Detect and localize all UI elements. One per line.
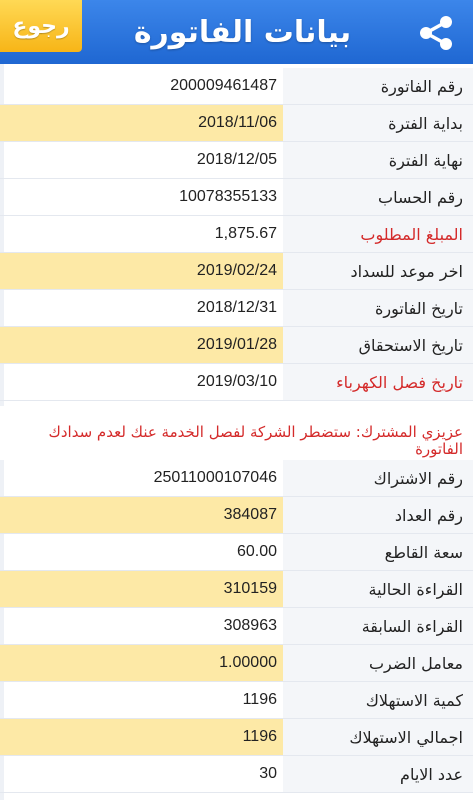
row-label: اخر موعد للسداد [283, 253, 473, 289]
row-label: تاريخ الاستحقاق [283, 327, 473, 363]
row-label: رقم الحساب [283, 179, 473, 215]
row-breaker-capacity [0, 534, 473, 571]
row-due-date [0, 327, 473, 364]
row-value: 2019/01/28 [0, 327, 283, 363]
row-value: 308963 [223, 617, 277, 634]
row-consumption [0, 682, 473, 719]
row-period-start [0, 105, 473, 142]
invoice-details-table [0, 68, 473, 401]
row-value: 310159 [0, 571, 283, 607]
row-account-number [0, 179, 473, 216]
row-value: 10078355133 [179, 188, 277, 205]
row-label: تاريخ الفاتورة [283, 290, 473, 326]
share-icon[interactable] [417, 14, 455, 52]
row-period-end [0, 142, 473, 179]
row-subscription-number [0, 460, 473, 497]
row-disconnection-date [0, 364, 473, 401]
row-value: 1196 [0, 719, 283, 755]
row-value: 2018/12/05 [196, 151, 277, 168]
row-label: اجمالي الاستهلاك [283, 719, 473, 755]
back-button[interactable]: رجوع [0, 0, 82, 52]
row-value: 1196 [242, 691, 277, 708]
page-title: بيانات الفاتورة [133, 14, 352, 50]
row-label: رقم العداد [283, 497, 473, 533]
row-amount-due [0, 216, 473, 253]
row-value: 25011000107046 [153, 469, 277, 486]
row-label: رقم الاشتراك [283, 460, 473, 496]
meter-details-table [0, 460, 473, 793]
row-value: 30 [259, 765, 277, 782]
row-label: المبلغ المطلوب [283, 216, 473, 252]
row-label: عدد الايام [283, 756, 473, 792]
row-label: القراءة الحالية [283, 571, 473, 607]
row-invoice-number [0, 68, 473, 105]
row-previous-reading [0, 608, 473, 645]
row-total-consumption [0, 719, 473, 756]
row-value: 1.00000 [0, 645, 283, 681]
row-current-reading [0, 571, 473, 608]
row-label: رقم الفاتورة [283, 68, 473, 104]
row-label: سعة القاطع [283, 534, 473, 570]
row-value: 2018/11/06 [0, 105, 283, 141]
row-value: 1,875.67 [214, 225, 277, 242]
disconnection-notice: عزيزي المشترك: ستضطر الشركة لفصل الخدمة عنك لعدم سدادك الفاتورة [0, 406, 473, 460]
row-value: 200009461487 [170, 77, 277, 94]
row-label: معامل الضرب [283, 645, 473, 681]
row-meter-number [0, 497, 473, 534]
row-multiplier [0, 645, 473, 682]
row-value: 2018/12/31 [196, 299, 277, 316]
row-label: نهاية الفترة [283, 142, 473, 178]
row-value: 60.00 [236, 543, 277, 560]
row-invoice-date [0, 290, 473, 327]
row-value: 2019/02/24 [0, 253, 283, 289]
app-header [0, 0, 473, 64]
row-days-count [0, 756, 473, 793]
row-label: القراءة السابقة [283, 608, 473, 644]
row-label: كمية الاستهلاك [283, 682, 473, 718]
row-value: 2019/03/10 [196, 373, 277, 390]
row-value: 384087 [0, 497, 283, 533]
row-payment-deadline [0, 253, 473, 290]
row-label: تاريخ فصل الكهرباء [283, 364, 473, 400]
row-label: بداية الفترة [283, 105, 473, 141]
